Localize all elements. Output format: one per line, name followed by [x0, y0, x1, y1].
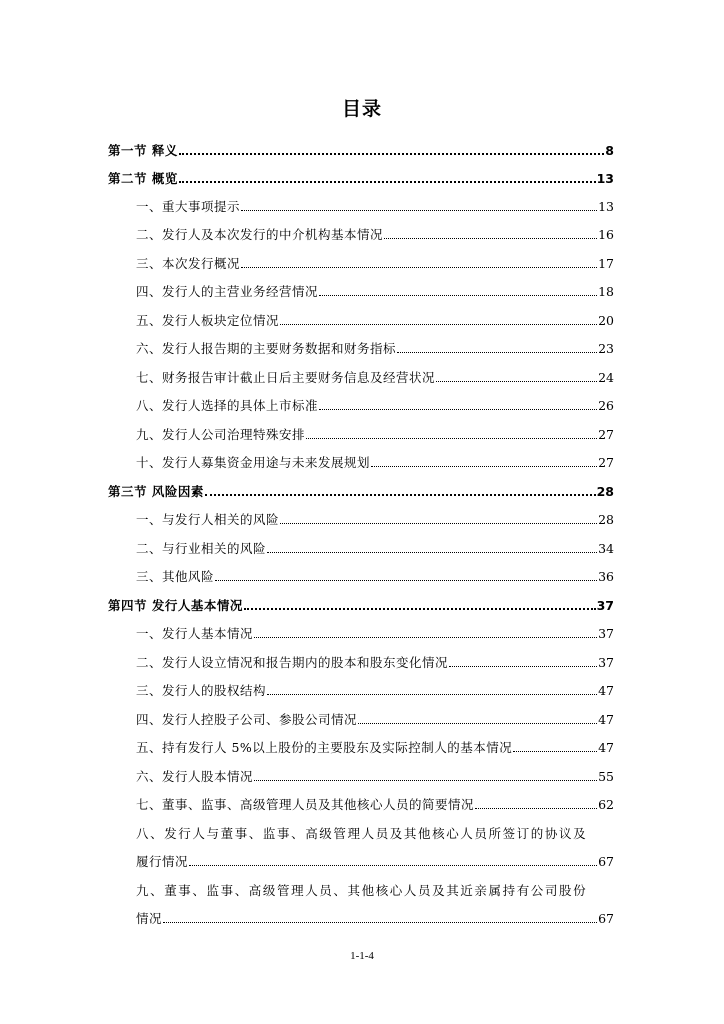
toc-entry-page: 47 [598, 712, 614, 727]
toc-entry-text: 六、发行人报告期的主要财务数据和财务指标 [136, 341, 397, 356]
toc-entry-text: 二、发行人及本次发行的中介机构基本情况 [136, 227, 384, 242]
toc-entry[interactable] [136, 764, 614, 784]
toc-entry-page: 47 [598, 740, 614, 755]
page-number-footer: 1-1-4 [350, 950, 374, 962]
dot-leader [244, 607, 596, 610]
toc-entry[interactable] [136, 251, 614, 271]
dot-leader [179, 152, 604, 155]
dot-leader [371, 465, 597, 467]
toc-entry-text: 六、发行人股本情况 [136, 769, 254, 784]
toc-entry[interactable] [136, 849, 614, 869]
toc-entry-section-2[interactable] [108, 166, 614, 186]
toc-entry-page: 28 [596, 484, 614, 499]
toc-entry-text: 八、发行人选择的具体上市标准 [136, 398, 319, 413]
dot-leader [267, 551, 597, 553]
toc-entry-text: 一、发行人基本情况 [136, 626, 254, 641]
dot-leader [254, 779, 597, 781]
toc-entry-text: 第二节 概览 [108, 171, 178, 186]
toc-entry-text: 九、董事、监事、高级管理人员、其他核心人员及其近亲属持有公司股份 [136, 883, 588, 898]
dot-leader [513, 750, 597, 752]
dot-leader [449, 665, 597, 667]
toc-entry-page: 34 [598, 541, 614, 556]
toc-entry[interactable] [136, 308, 614, 328]
dot-leader [306, 437, 597, 439]
dot-leader [384, 237, 597, 239]
toc-entry-page: 37 [598, 626, 614, 641]
toc-entry-page: 67 [598, 854, 614, 869]
toc-entry-text: 七、董事、监事、高级管理人员及其他核心人员的简要情况 [136, 797, 475, 812]
toc-entry[interactable] [136, 536, 614, 556]
toc-entry-page: 23 [598, 341, 614, 356]
toc-entry-page: 37 [598, 655, 614, 670]
toc-entry[interactable] [136, 422, 614, 442]
toc-entry[interactable] [136, 735, 614, 755]
toc-entry-page: 8 [605, 143, 614, 158]
toc-entry-page: 16 [598, 227, 614, 242]
dot-leader [319, 408, 597, 410]
toc-entry[interactable] [136, 365, 614, 385]
dot-leader [267, 693, 597, 695]
toc-entry-text: 第四节 发行人基本情况 [108, 598, 243, 613]
toc-entry-wrapped-line[interactable] [136, 878, 614, 898]
toc-entry[interactable] [136, 507, 614, 527]
dot-leader [205, 493, 596, 496]
toc-entry-page: 13 [596, 171, 614, 186]
toc-entry-text: 三、本次发行概况 [136, 256, 241, 271]
toc-entry-text: 一、与发行人相关的风险 [136, 512, 280, 527]
toc-entry-text: 五、持有发行人 5%以上股份的主要股东及实际控制人的基本情况 [136, 740, 513, 755]
toc-entry-text: 四、发行人的主营业务经营情况 [136, 284, 319, 299]
toc-entry-page: 36 [598, 569, 614, 584]
toc-entry-page: 18 [598, 284, 614, 299]
toc-entry-page: 27 [598, 427, 614, 442]
toc-entry-text: 四、发行人控股子公司、参股公司情况 [136, 712, 358, 727]
dot-leader [397, 351, 597, 353]
dot-leader [189, 864, 597, 866]
toc-title: 目录 [341, 98, 382, 120]
toc-entry[interactable] [136, 707, 614, 727]
toc-entry-page: 17 [598, 256, 614, 271]
dot-leader [241, 266, 597, 268]
toc-entry-text: 五、发行人板块定位情况 [136, 313, 280, 328]
toc-entry-text: 第一节 释义 [108, 143, 178, 158]
toc-entry-page: 55 [598, 769, 614, 784]
toc-entry-text: 七、财务报告审计截止日后主要财务信息及经营状况 [136, 370, 436, 385]
toc-entry-page: 28 [598, 512, 614, 527]
toc-entry[interactable] [136, 393, 614, 413]
toc-entry[interactable] [136, 222, 614, 242]
toc-entry[interactable] [136, 678, 614, 698]
toc-entry-text: 三、发行人的股权结构 [136, 683, 267, 698]
toc-entry-page: 24 [598, 370, 614, 385]
dot-leader [163, 921, 597, 923]
toc-entry-text: 九、发行人公司治理特殊安排 [136, 427, 306, 442]
toc-entry-text: 情况 [136, 911, 163, 926]
dot-leader [241, 209, 597, 211]
dot-leader [358, 722, 597, 724]
dot-leader [280, 323, 597, 325]
toc-entry[interactable] [136, 564, 614, 584]
toc-entry-text: 一、重大事项提示 [136, 199, 241, 214]
toc-entry-wrapped-line[interactable] [136, 821, 614, 841]
dot-leader [215, 579, 597, 581]
toc-entry-page: 37 [596, 598, 614, 613]
toc-entry[interactable] [136, 279, 614, 299]
toc-entry-page: 20 [598, 313, 614, 328]
dot-leader [319, 294, 597, 296]
toc-entry-text: 第三节 风险因素 [108, 484, 204, 499]
toc-entry-section-3[interactable] [108, 479, 614, 499]
toc-entry-text: 三、其他风险 [136, 569, 215, 584]
toc-entry-text: 二、发行人设立情况和报告期内的股本和股东变化情况 [136, 655, 449, 670]
toc-entry[interactable] [136, 194, 614, 214]
toc-entry[interactable] [136, 792, 614, 812]
toc-entry-text: 十、发行人募集资金用途与未来发展规划 [136, 455, 371, 470]
toc-entry[interactable] [136, 621, 614, 641]
toc-entry-text: 二、与行业相关的风险 [136, 541, 267, 556]
toc-entry-text: 履行情况 [136, 854, 189, 869]
dot-leader [179, 180, 596, 183]
toc-entry[interactable] [136, 650, 614, 670]
toc-entry-text: 八、发行人与董事、监事、高级管理人员及其他核心人员所签订的协议及 [136, 826, 588, 841]
toc-entry-section-1[interactable] [108, 138, 614, 158]
toc-entry[interactable] [136, 336, 614, 356]
toc-entry-page: 47 [598, 683, 614, 698]
toc-entry[interactable] [136, 450, 614, 470]
toc-entry-page: 62 [598, 797, 614, 812]
toc-entry[interactable] [136, 906, 614, 926]
toc-entry-page: 67 [598, 911, 614, 926]
dot-leader [436, 380, 597, 382]
dot-leader [475, 807, 597, 809]
toc-entry-page: 27 [598, 455, 614, 470]
toc-entry-page: 13 [598, 199, 614, 214]
dot-leader [280, 522, 597, 524]
toc-entry-page: 26 [598, 398, 614, 413]
dot-leader [254, 636, 597, 638]
toc-entry-section-4[interactable] [108, 593, 614, 613]
